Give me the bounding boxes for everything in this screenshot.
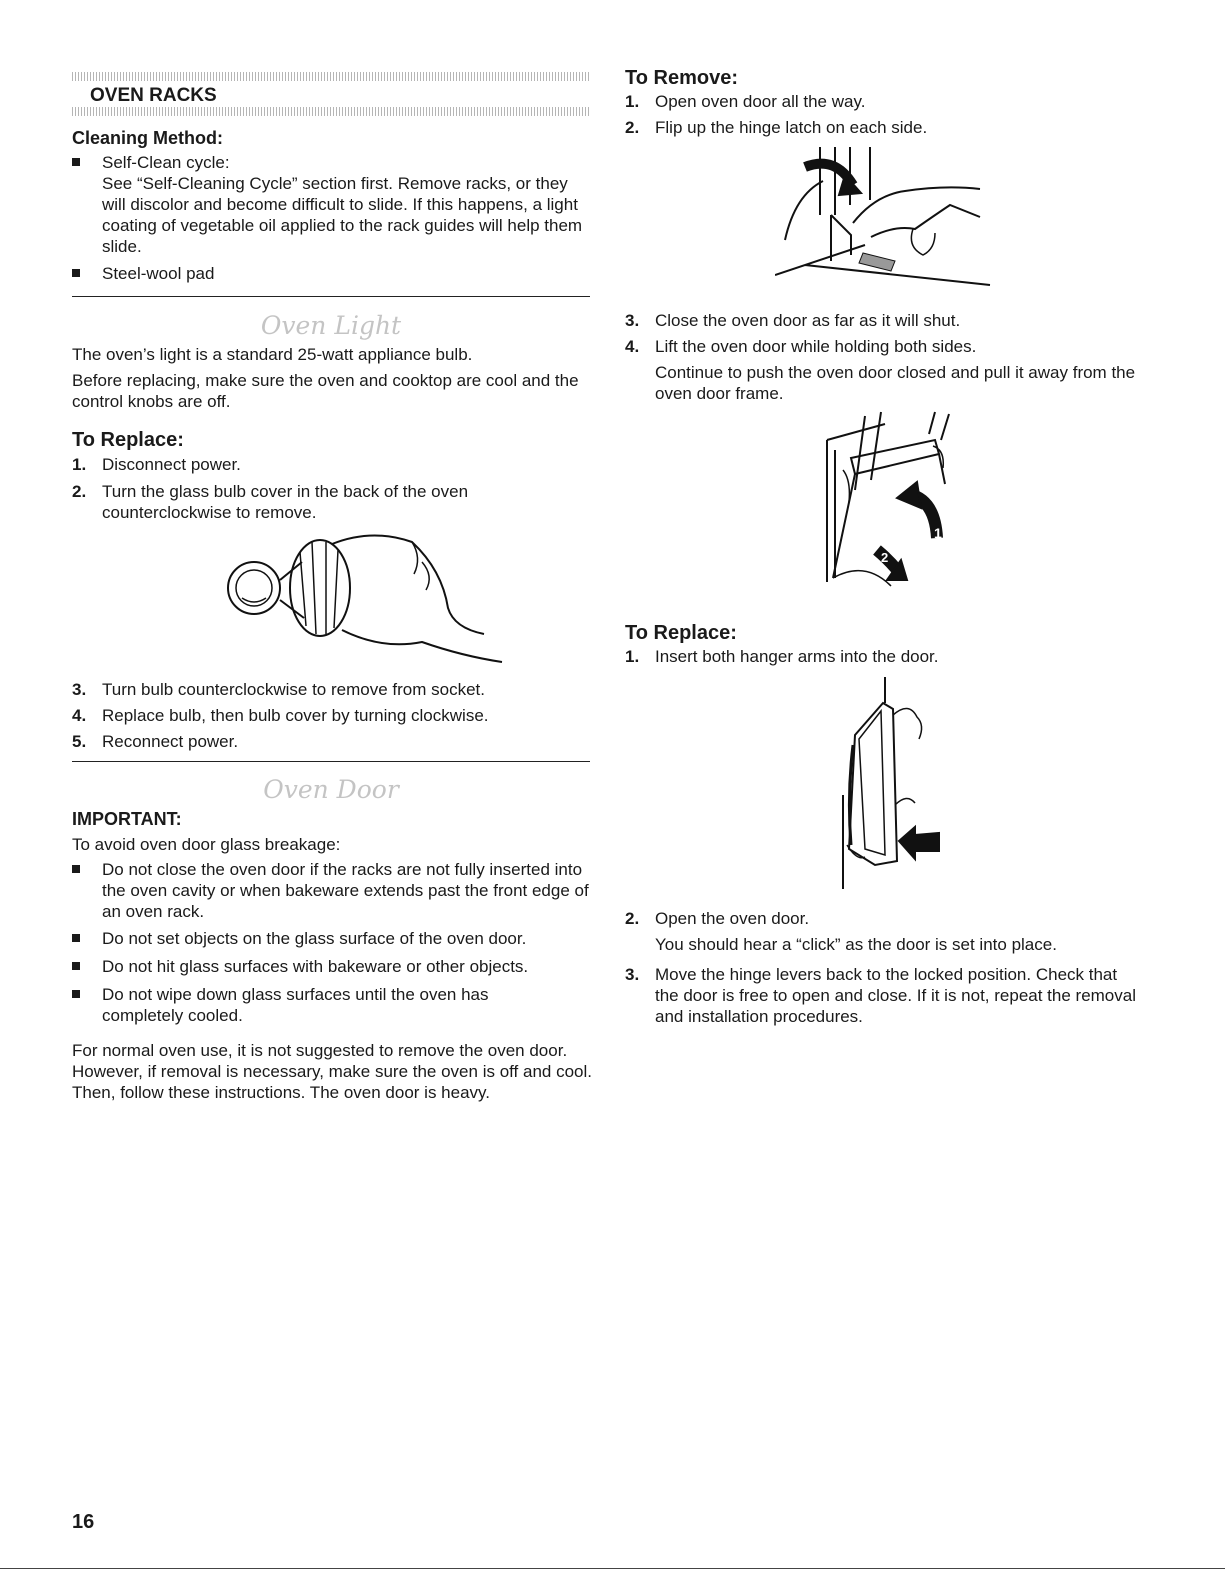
step-text: Turn bulb counterclockwise to remove from socket. [102, 680, 485, 699]
oven-light-title: Oven Light [260, 311, 402, 340]
section-divider [72, 761, 590, 762]
oven-racks-header [72, 72, 590, 116]
list-item [625, 91, 1145, 112]
arrow-step-label: 2 [881, 550, 889, 565]
step-text: Open the oven door. [655, 909, 810, 928]
important-heading: IMPORTANT: [72, 809, 182, 829]
list-item [72, 731, 590, 752]
bullet-text: Do not set objects on the glass surface of the oven door. [102, 929, 527, 948]
insert-hanger-illustration [835, 675, 950, 895]
light-steps-a [72, 454, 522, 523]
step-text: Insert both hanger arms into the door. [655, 647, 939, 666]
hinge-latch-illustration [775, 145, 995, 290]
bullet-text: Do not close the oven door if the racks are not fully inserted into the oven cavity or when bakeware extends past the front edge of an oven rack. [102, 860, 589, 921]
step-number: 5. [72, 732, 87, 751]
list-item [72, 956, 590, 977]
step-number: 2. [625, 909, 640, 928]
list-item [72, 928, 590, 949]
bullet-square-icon [72, 990, 80, 998]
list-item [625, 336, 1145, 404]
oven-racks-title: OVEN RACKS [90, 85, 217, 106]
bullet-square-icon [72, 934, 80, 942]
bullet-text: Do not hit glass surfaces with bakeware or other objects. [102, 957, 529, 976]
step-number: 1. [625, 92, 640, 111]
bullet-square-icon [72, 158, 80, 166]
step-text: Lift the oven door while holding both sides. [655, 337, 977, 356]
step-number: 1. [72, 455, 87, 474]
step-number: 3. [625, 965, 640, 984]
step-text: Move the hinge levers back to the locked position. Check that the door is free to open and close. If it is not, repeat the removal and installation procedures. [655, 965, 1136, 1026]
bullet-square-icon [72, 269, 80, 277]
list-item [72, 454, 522, 475]
replace-steps-b [625, 908, 1145, 1027]
step-number: 3. [625, 311, 640, 330]
step-continuation: Continue to push the oven door closed and pull it away from the oven door frame. [655, 363, 1136, 403]
step-number: 4. [72, 706, 87, 725]
section-divider [72, 296, 590, 297]
light-replace-heading: To Replace: [72, 429, 184, 451]
step-text: Close the oven door as far as it will shut. [655, 311, 961, 330]
bullet-square-icon [72, 962, 80, 970]
avoid-breakage-text: To avoid oven door glass breakage: [72, 835, 341, 854]
racks-cleaning-list [72, 152, 590, 284]
header-hatch-bottom [72, 107, 590, 116]
list-item [625, 964, 1145, 1027]
step-text: Replace bulb, then bulb cover by turning clockwise. [102, 706, 489, 725]
footer-rule [0, 1568, 1225, 1569]
arrow-step-label: 1 [934, 525, 942, 541]
oven-light-intro: The oven’s light is a standard 25-watt appliance bulb. [72, 345, 473, 364]
header-hatch-top [72, 72, 590, 81]
step-number: 3. [72, 680, 87, 699]
step-text: Flip up the hinge latch on each side. [655, 118, 928, 137]
step-continuation: You should hear a “click” as the door is set into place. [655, 935, 1057, 954]
bullet-text-detail: See “Self-Cleaning Cycle” section first. Remove racks, or they will discolor and become difficult to slide. If this happens, a light coating of vegetable oil applied to the rack guides will help them slide. [102, 174, 583, 256]
step-text: Disconnect power. [102, 455, 241, 474]
step-number: 2. [625, 118, 640, 137]
list-item [72, 984, 542, 1026]
step-number: 4. [625, 337, 640, 356]
step-text: Open oven door all the way. [655, 92, 866, 111]
page-number: 16 [72, 1511, 95, 1533]
list-item [72, 679, 590, 700]
normal-use-text: For normal oven use, it is not suggested to remove the oven door. However, if removal is necessary, make sure the oven is off and cool. Then, follow these instructions. The oven door is heavy. [72, 1041, 593, 1102]
step-text: Turn the glass bulb cover in the back of the oven counterclockwise to remove. [102, 482, 469, 522]
step-number: 2. [72, 482, 87, 501]
bullet-square-icon [72, 865, 80, 873]
cleaning-method-heading: Cleaning Method: [72, 128, 223, 148]
oven-door-title: Oven Door [263, 775, 399, 804]
door-glass-list [72, 859, 590, 1026]
door-replace-heading: To Replace: [625, 622, 737, 644]
list-item [625, 117, 1145, 138]
lift-door-illustration [825, 410, 955, 595]
replace-steps-a [625, 646, 1145, 667]
step-text: Reconnect power. [102, 732, 239, 751]
list-item [72, 263, 590, 284]
step-number: 1. [625, 647, 640, 666]
list-item [625, 310, 1145, 331]
bullet-text: Steel-wool pad [102, 264, 215, 283]
list-item [72, 481, 522, 523]
oven-light-warning: Before replacing, make sure the oven and cooktop are cool and the control knobs are off. [72, 371, 579, 411]
list-item [625, 908, 1145, 955]
remove-steps-b [625, 310, 1145, 404]
light-steps-b [72, 679, 590, 752]
bullet-text: Do not wipe down glass surfaces until the oven has completely cooled. [102, 985, 489, 1025]
remove-steps-a [625, 91, 1145, 138]
remove-heading: To Remove: [625, 67, 738, 89]
list-item [72, 152, 590, 257]
bullet-text: Self-Clean cycle: [102, 153, 230, 172]
bulb-cover-illustration [222, 530, 512, 670]
list-item [72, 705, 590, 726]
list-item [72, 859, 590, 922]
list-item [625, 646, 1145, 667]
